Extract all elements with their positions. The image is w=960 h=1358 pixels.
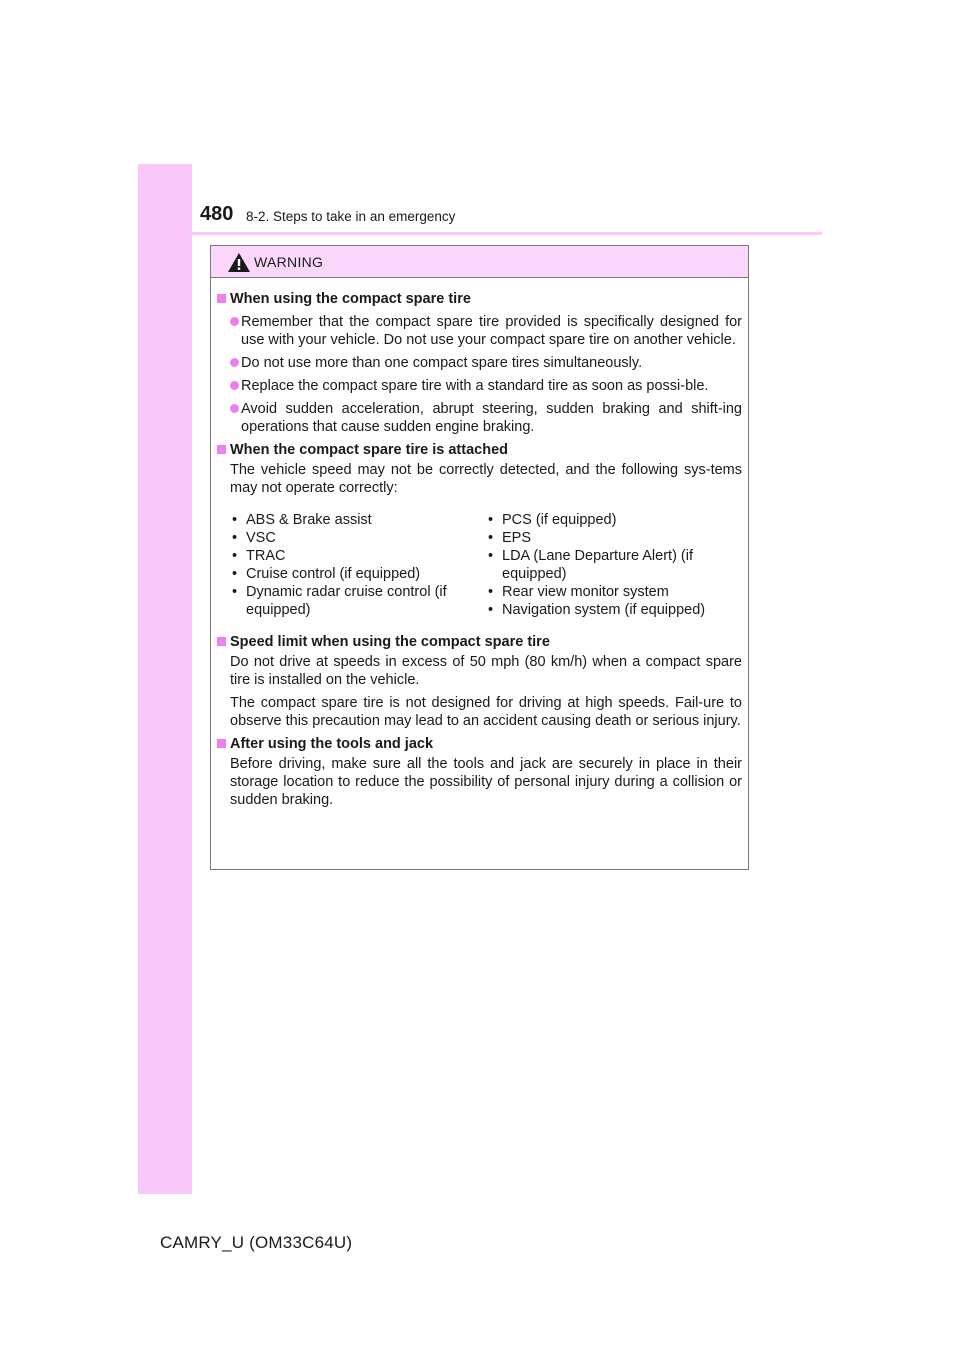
bullet-item: Remember that the compact spare tire provided is specifically designed for use with your vehicle. Do not use your compact spare tire on another vehicle. [217, 313, 742, 349]
side-tab [138, 164, 192, 1194]
systems-column-left [230, 511, 486, 619]
list-item: • EPS [488, 530, 532, 546]
bullet-item: Do not use more than one compact spare tires simultaneously. [217, 354, 742, 372]
list-item: • Dynamic radar cruise control (if equipped) [232, 584, 447, 618]
square-bullet-icon [217, 445, 226, 454]
square-bullet-icon [217, 294, 226, 303]
systems-column-right [486, 511, 742, 619]
circle-bullet-icon [230, 358, 239, 367]
paragraph: The compact spare tire is not designed for driving at high speeds. Fail-ure to observe this precaution may lead to an accident causing death or serious injury. [230, 695, 742, 729]
model-code-footer: CAMRY_U (OM33C64U) [160, 1233, 353, 1252]
warning-box [210, 245, 749, 870]
bullet-item: Replace the compact spare tire with a standard tire as soon as possi-ble. [217, 377, 742, 395]
list-item: • Cruise control (if equipped) [232, 566, 421, 582]
circle-bullet-icon [230, 317, 239, 326]
warning-label: WARNING [254, 254, 324, 270]
section-heading: When using the compact spare tire [217, 290, 742, 308]
warning-body [211, 278, 748, 809]
page-number: 480 [200, 203, 234, 225]
affected-systems-list [217, 511, 742, 619]
circle-bullet-icon [230, 404, 239, 413]
list-item: • LDA (Lane Departure Alert) (if equipped) [488, 548, 694, 582]
section-heading: Speed limit when using the compact spare tire [217, 633, 742, 651]
list-item: • PCS (if equipped) [488, 512, 617, 528]
header-rule [138, 232, 822, 235]
list-item: • VSC [232, 530, 276, 546]
section-title: 8-2. Steps to take in an emergency [246, 209, 456, 224]
list-item: • ABS & Brake assist [232, 512, 372, 528]
square-bullet-icon [217, 739, 226, 748]
paragraph: Do not drive at speeds in excess of 50 mph (80 km/h) when a compact spare tire is installed on the vehicle. [230, 654, 742, 688]
square-bullet-icon [217, 637, 226, 646]
list-item: • Navigation system (if equipped) [488, 602, 706, 618]
list-item: • Rear view monitor system [488, 584, 669, 600]
circle-bullet-icon [230, 381, 239, 390]
warning-header [211, 246, 748, 278]
section-heading: When the compact spare tire is attached [217, 441, 742, 459]
paragraph: Before driving, make sure all the tools and jack are securely in place in their storage location to reduce the possibility of personal injury during a collision or sudden braking. [230, 756, 742, 808]
warning-triangle-icon [227, 252, 251, 273]
list-item: • TRAC [232, 548, 286, 564]
section-heading: After using the tools and jack [217, 735, 742, 753]
bullet-item: Avoid sudden acceleration, abrupt steering, sudden braking and shift-ing operations that cause sudden engine braking. [217, 400, 742, 436]
paragraph: The vehicle speed may not be correctly detected, and the following sys-tems may not operate correctly: [230, 462, 742, 496]
